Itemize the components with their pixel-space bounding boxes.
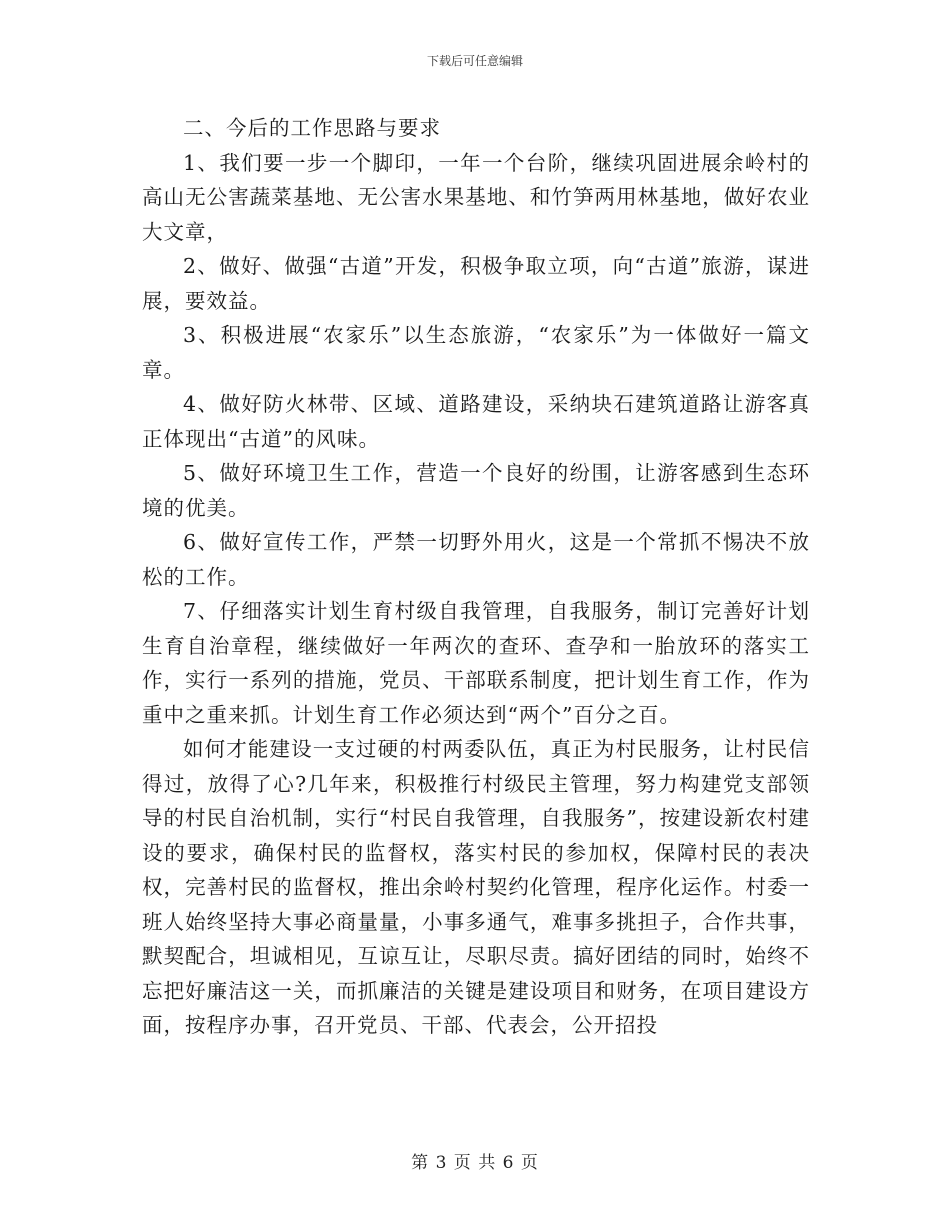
header-note: 下载后可任意编辑 xyxy=(426,54,523,68)
paragraph-1: 1、我们要一步一个脚印，一年一个台阶，继续巩固进展余岭村的高山无公害蔬菜基地、无公害水果基地、和竹笋两用林基地，做好农业大文章， xyxy=(142,150,810,244)
paragraph-8: 如何才能建设一支过硬的村两委队伍，真正为村民服务，让村民信得过，放得了心?几年来，积极推行村级民主管理，努力构建党支部领导的村民自治机制，实行“村民自我管理，自我服务”，按建设新农村建设的要求，确保村民的监督权，落实村民的参加权，保障村民的表决权，完善村民的监督权，推出余岭村契约化管理，程序化运作。村委一班人始终坚持大事必商量量，小事多通气，难事多挑担子，合作共事，默契配合，坦诚相见，互谅互让，尽职尽责。搞好团结的同时，始终不忘把好廉洁这一关，而抓廉洁的关键是建设项目和财务，在项目建设方面，按程序办事，召开党员、干部、代表会，公开招投 xyxy=(142,737,810,1037)
paragraph-3: 3、积极进展“农家乐”以生态旅游，“农家乐”为一体做好一篇文章。 xyxy=(142,323,810,382)
paragraph-7: 7、仔细落实计划生育村级自我管理，自我服务，制订完善好计划生育自治章程，继续做好一年两次的查环、查孕和一胎放环的落实工作，实行一系列的措施，党员、干部联系制度，把计划生育工作，作为重中之重来抓。计划生育工作必须达到“两个”百分之百。 xyxy=(142,599,810,727)
section-title: 二、今后的工作思路与要求 xyxy=(183,116,441,140)
paragraph-4: 4、做好防火林带、区域、道路建设，采纳块石建筑道路让游客真正体现出“古道”的风味。 xyxy=(142,392,810,451)
paragraph-6: 6、做好宣传工作，严禁一切野外用火，这是一个常抓不惕决不放松的工作。 xyxy=(142,530,810,589)
document-body xyxy=(142,111,810,1043)
paragraph-5: 5、做好环境卫生工作，营造一个良好的纷围，让游客感到生态环境的优美。 xyxy=(142,461,810,520)
paragraph-2: 2、做好、做强“古道”开发，积极争取立项，向“古道”旅游，谋进展，要效益。 xyxy=(142,254,810,313)
page-footer: 第 3 页 共 6 页 xyxy=(411,1153,539,1173)
